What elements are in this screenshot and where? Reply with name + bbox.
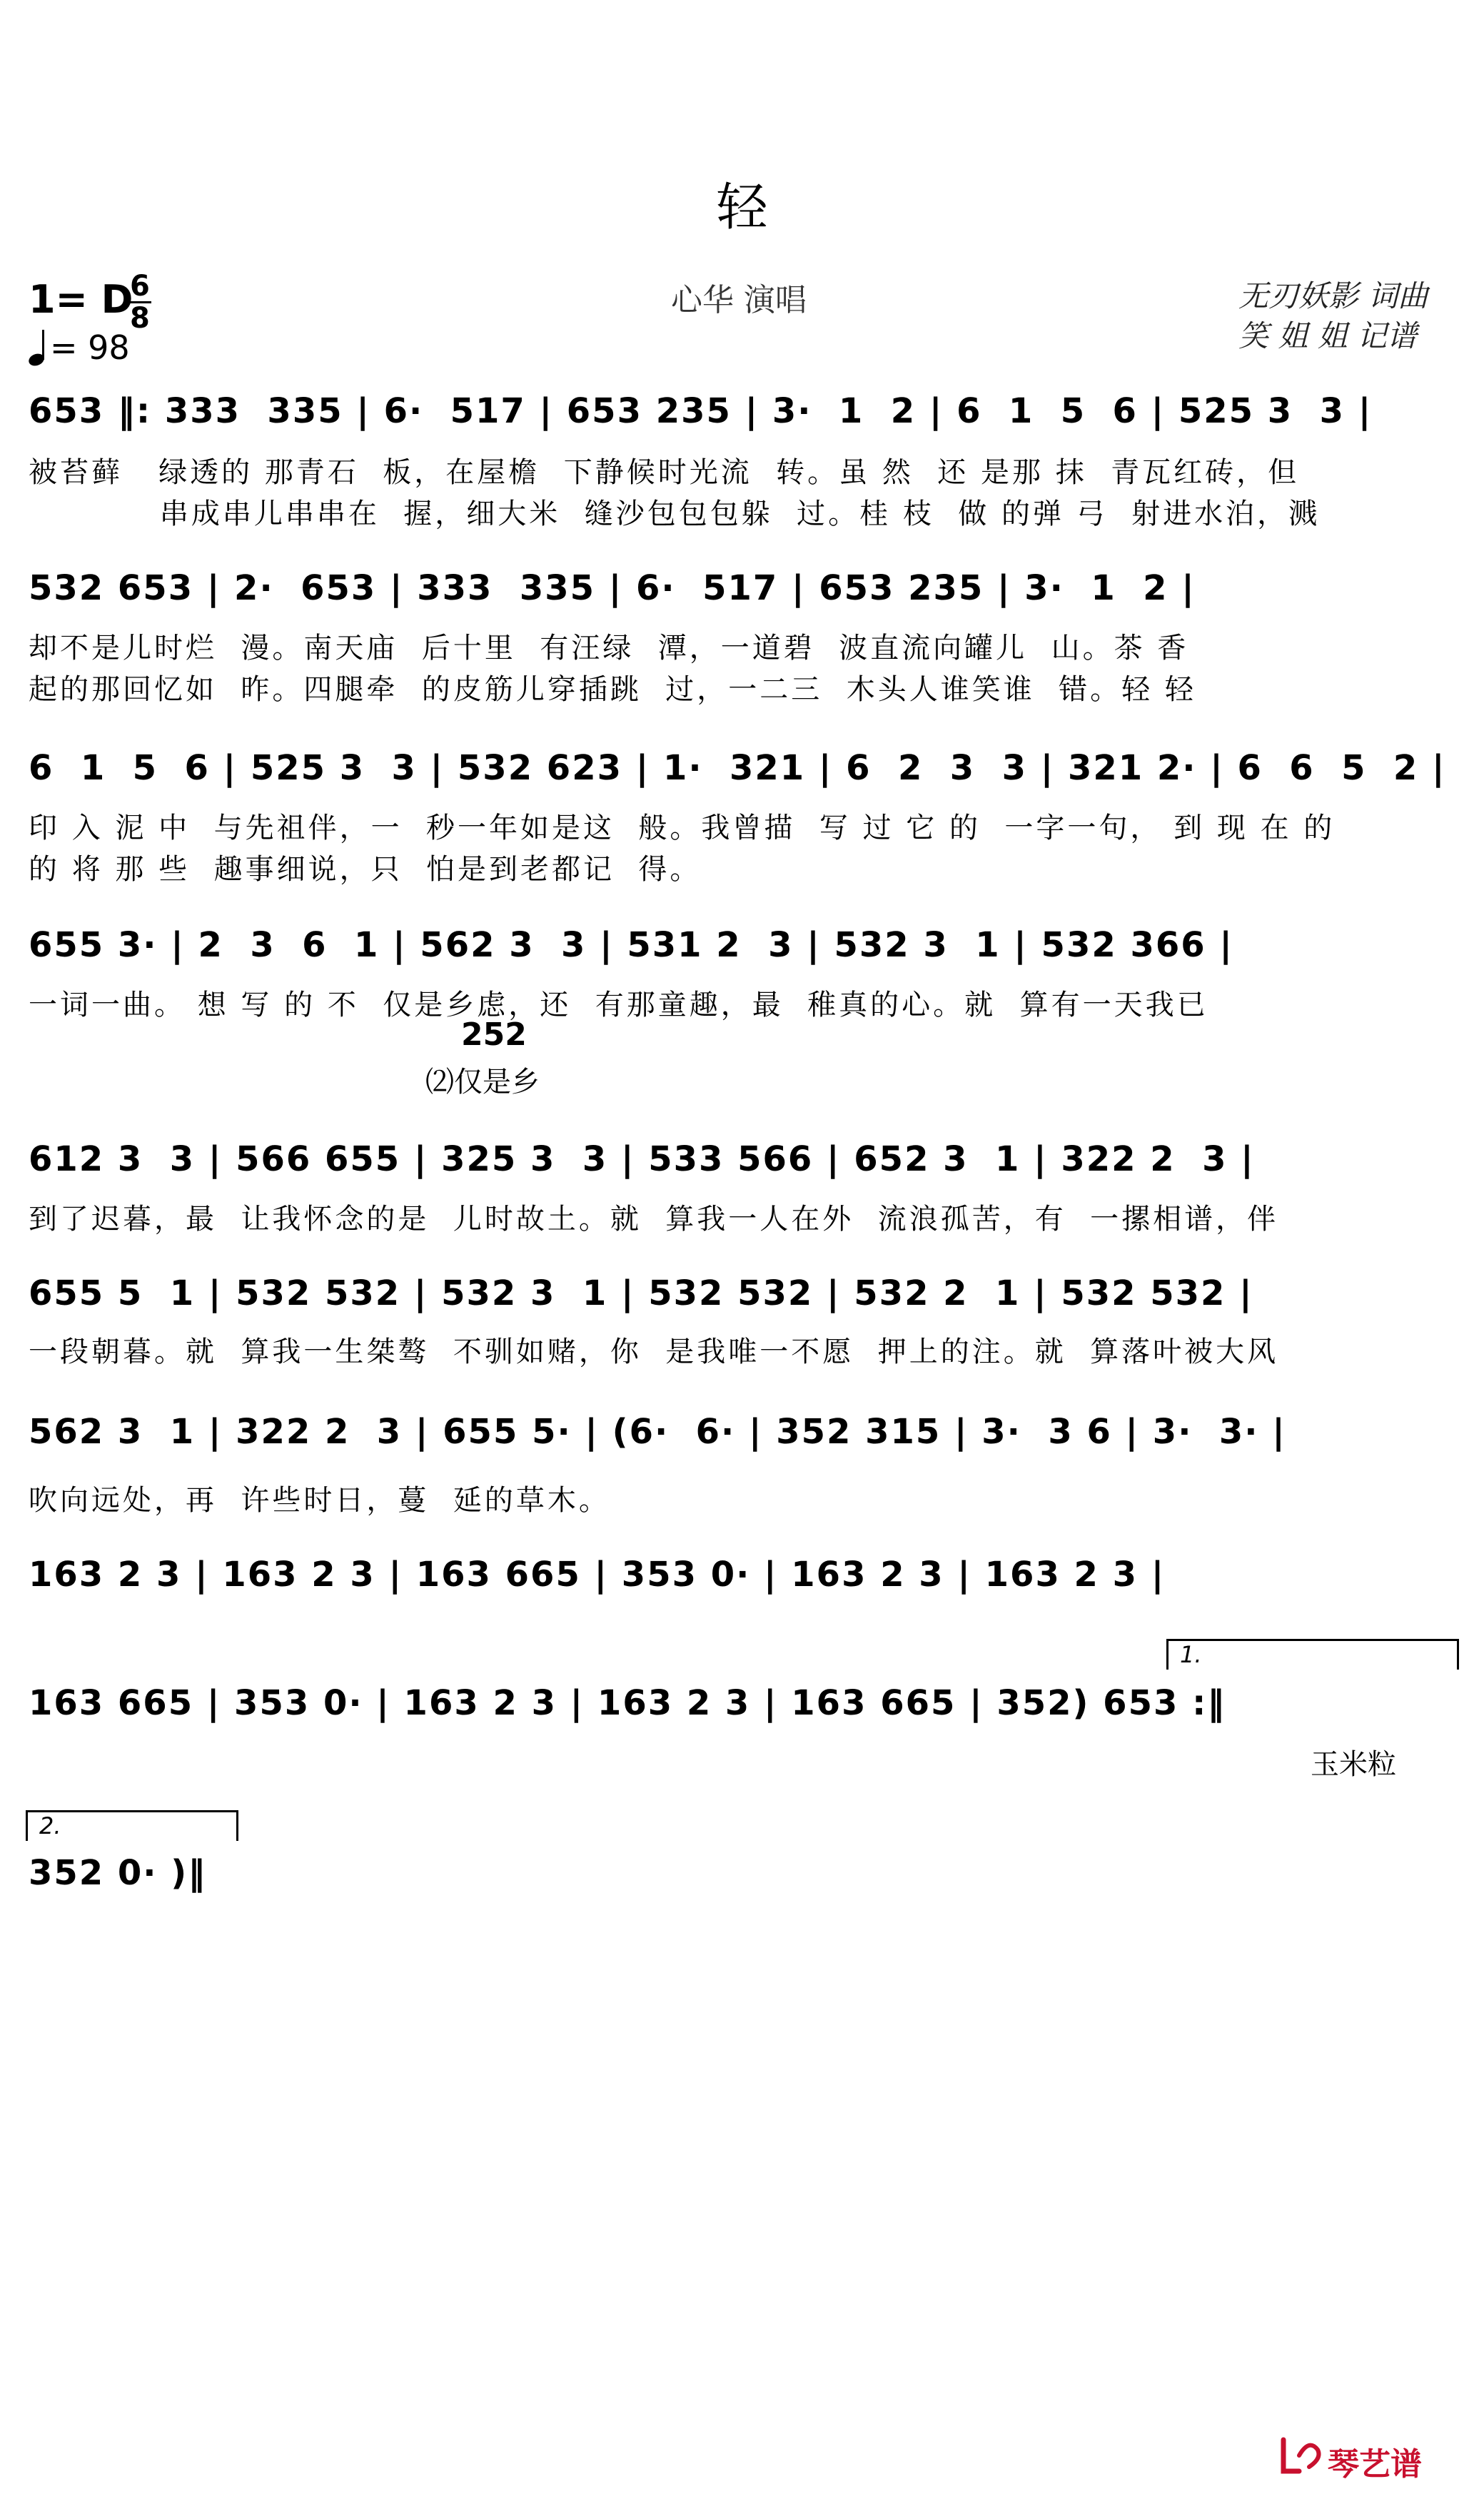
tempo-value: = 98 [50,328,130,367]
volta-bracket-2: 2. [26,1810,238,1841]
alternate-lyric: ⑵仅是乡 [425,1066,540,1099]
notation-line-7: 562 3 1 | 322 2 3 | 655 5· | (6· 6· | 352 315 | 3· 3 6 | 3· 3· | [29,1412,1286,1452]
notation-line-8: 163 2 3 | 163 2 3 | 163 665 | 353 0· | 163 2 3 | 163 2 3 | [29,1555,1166,1595]
logo-text: 琴艺谱 [1328,2446,1422,2483]
tempo-marking [29,328,130,367]
site-logo [1278,2434,1449,2483]
notation-line-6: 655 5 1 | 532 532 | 532 3 1 | 532 532 | 532 2 1 | 532 532 | [29,1273,1253,1313]
lyricist-credit: 无刃妖影 词曲 [1238,278,1428,313]
notation-line-2: 532 653 | 2· 653 | 333 335 | 6· 517 | 653 235 | 3· 1 2 | [29,568,1196,608]
lyric-line-3-verse-1: 印 入 泥 中 与先祖伴，一 秒一年如是这 般。我曾描 写 过 它 的 一字一句， 到 现 在 的 [29,812,1336,844]
lyric-line-1-verse-2: 串成串儿串串在 握，细大米 缝沙包包包躲 过。桂 枝 做 的弹 弓 射进水泊，溅 [29,498,1321,530]
notation-line-1: 653 ‖: 333 335 | 6· 517 | 653 235 | 3· 1 2 | 6 1 5 6 | 525 3 3 | [29,391,1373,431]
lyric-line-4-verse-1: 一词一曲。 想 写 的 不 仅是乡虑，还 有那童趣，最 稚真的心。就 算有一天我已 [29,989,1208,1021]
time-signature [128,271,151,333]
notation-line-4: 655 3· | 2 3 6 1 | 562 3 3 | 531 2 3 | 532 3 1 | 532 366 | [29,925,1233,965]
alternate-notes: 252 [461,1016,527,1053]
notation-line-3: 6 1 5 6 | 525 3 3 | 532 623 | 1· 321 | 6 2 3 3 | 321 2· | 6 6 5 2 | [29,748,1446,788]
key-signature: 1= D [29,277,133,322]
arranger-tag: 玉米粒 [1311,1748,1396,1781]
notation-line-5: 612 3 3 | 566 655 | 325 3 3 | 533 566 | 652 3 1 | 322 2 3 | [29,1139,1255,1179]
meter-top: 6 [130,270,150,303]
notation-line-9: 163 665 | 353 0· | 163 2 3 | 163 2 3 | 163 665 | 352) 653 :‖ [29,1683,1226,1723]
lyric-line-1-verse-1: 被苔藓 绿透的 那青石 板，在屋檐 下静候时光流 转。虽 然 还 是那 抹 青瓦红砖，但 [29,456,1300,489]
notation-line-10: 352 0· )‖ [29,1853,207,1893]
logo-icon [1278,2434,1328,2480]
volta-bracket-1: 1. [1166,1639,1459,1670]
meter-bottom: 8 [130,302,150,335]
lyric-line-2-verse-1: 却不是儿时烂 漫。南天庙 后十里 有汪绿 潭，一道碧 波直流向罐儿 山。茶 香 [29,632,1189,665]
score-title: 轻 [716,177,768,237]
singer-credit: 心华 演唱 [671,282,807,318]
lyric-line-6: 一段朝暮。就 算我一生桀骜 不驯如赌，你 是我唯一不愿 押上的注。就 算落叶被大风 [29,1336,1279,1368]
quarter-note-icon [29,333,50,367]
lyric-line-2-verse-2: 起的那回忆如 昨。四腿牵 的皮筋儿穿插跳 过，一二三 木头人谁笑谁 错。轻 轻 [29,673,1196,706]
transcriber-credit: 笑 姐 姐 记谱 [1238,318,1418,353]
lyric-line-7: 吹向远处，再 许些时日，蔓 延的草木。 [29,1484,610,1517]
lyric-line-5: 到了迟暮，最 让我怀念的是 儿时故土。就 算我一人在外 流浪孤苦，有 一摞相谱，伴 [29,1203,1279,1236]
lyric-line-3-verse-2: 的 将 那 些 趣事细说，只 怕是到老都记 得。 [29,853,702,886]
